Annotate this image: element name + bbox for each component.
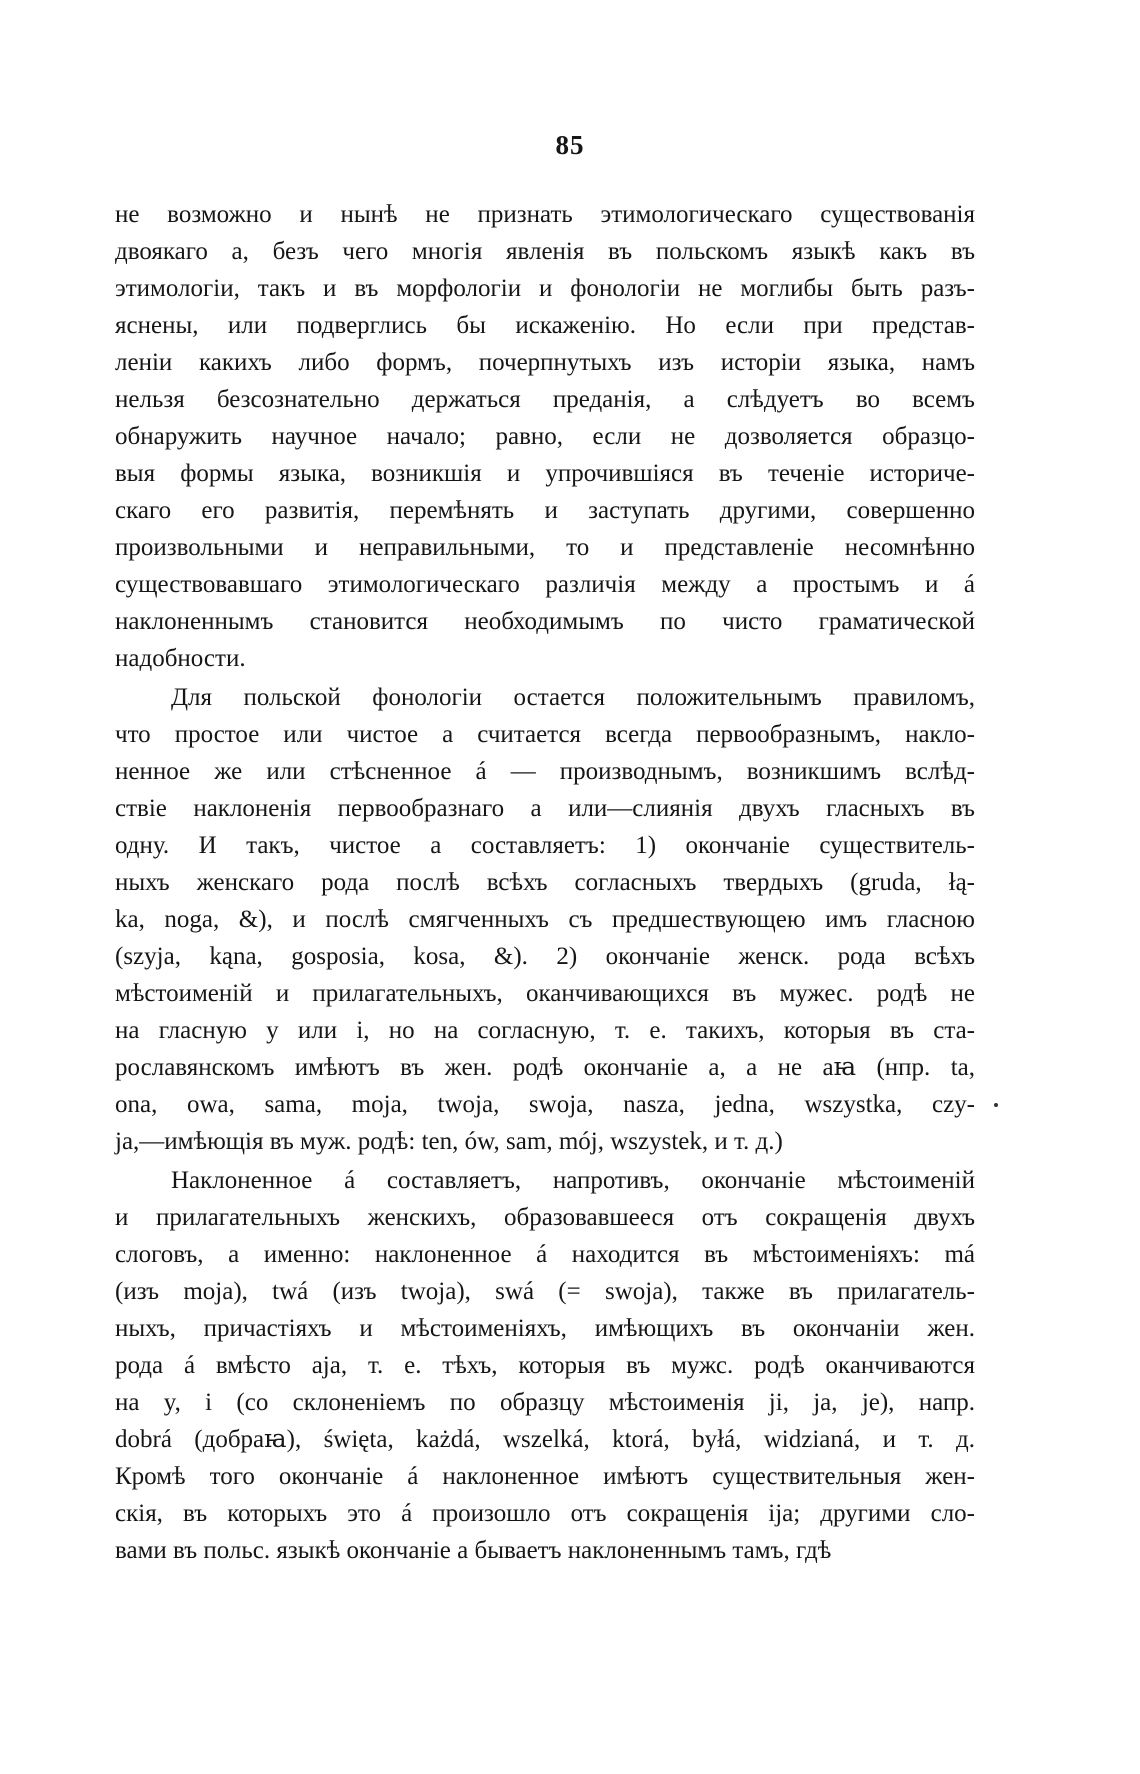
paragraph <box>115 1162 975 1569</box>
text-line: не возможно и нынѣ не признать этимологическаго существованія <box>115 201 975 228</box>
text-line: двоякаго a, безъ чего многія явленія въ польскомъ языкѣ какъ въ <box>115 238 975 265</box>
text-line: (изъ moja), twá (изъ twoja), swá (= swoja), также въ прилагатель- <box>115 1278 975 1305</box>
text-line: надобности. <box>115 645 246 672</box>
paragraph <box>115 196 975 677</box>
text-line: и прилагательныхъ женскихъ, образовавшееся отъ сокращенія двухъ <box>115 1204 975 1231</box>
text-line: на y, i (со склоненіемъ по образцу мѣстоименія ji, ja, je), напр. <box>115 1389 975 1416</box>
text-line: что простое или чистое a считается всегда первообразнымъ, накло- <box>115 721 975 748</box>
paragraph <box>115 679 975 1160</box>
text-line: скаго его развитія, перемѣнять и заступать другими, совершенно <box>115 497 975 524</box>
text-line: ныхъ женскаго рода послѣ всѣхъ согласныхъ твердыхъ (gruda, łą- <box>115 869 975 896</box>
text-line: произвольными и неправильными, то и представленіе несомнѣнно <box>115 534 975 561</box>
text-line: нельзя безсознательно держаться преданія, а слѣдуетъ во всемъ <box>115 386 975 413</box>
text-line: рода á вмѣсто aja, т. е. тѣхъ, которыя въ мужс. родѣ оканчиваются <box>115 1352 975 1379</box>
text-line: Наклоненное á составляетъ, напротивъ, окончаніе мѣстоименій <box>171 1167 975 1194</box>
text-line: на гласную y или i, но на согласную, т. е. такихъ, которыя въ ста- <box>115 1017 975 1044</box>
text-line: выя формы языка, возникшія и упрочившіяся въ теченіе историче- <box>115 460 975 487</box>
text-line: яснены, или подверглись бы искаженію. Но если при представ- <box>115 312 975 339</box>
text-line: рославянскомъ имѣютъ въ жен. родѣ окончаніе а, а не аꙗ (нпр. ta, <box>115 1054 975 1081</box>
text-line: ka, noga, &), и послѣ смягченныхъ съ предшествующею имъ гласною <box>115 906 975 933</box>
text-line: наклоненнымъ становится необходимымъ по чисто граматической <box>115 608 975 635</box>
text-line: леніи какихъ либо формъ, почерпнутыхъ изъ исторіи языка, намъ <box>115 349 975 376</box>
text-line: (szyja, kąna, gosposia, kosa, &). 2) окончаніе женск. рода всѣхъ <box>115 943 975 970</box>
text-line: скія, въ которыхъ это á произошло отъ сокращенія ija; другими сло- <box>115 1500 975 1527</box>
text-line: ныхъ, причастіяхъ и мѣстоименіяхъ, имѣющихъ въ окончаніи жен. <box>115 1315 975 1342</box>
text-line: вами въ польс. языкѣ окончаніе a бываетъ наклоненнымъ тамъ, гдѣ <box>115 1537 832 1564</box>
text-line: ненное же или стѣсненное á — производнымъ, возникшимъ вслѣд- <box>115 758 975 785</box>
print-speck <box>994 1103 998 1107</box>
text-line: обнаружить научное начало; равно, если не дозволяется образцо- <box>115 423 975 450</box>
text-line: существовавшаго этимологическаго различія между a простымъ и á <box>115 571 975 598</box>
page-number: 85 <box>555 130 585 160</box>
text-line: Кромѣ того окончаніе á наклоненное имѣютъ существительныя жен- <box>115 1463 975 1490</box>
text-line: dobrá (добраꙗ), święta, każdá, wszelká, ktorá, byłá, widzianá, и т. д. <box>115 1426 975 1453</box>
text-line: мѣстоименій и прилагательныхъ, оканчивающихся въ мужес. родѣ не <box>115 980 975 1007</box>
text-line: этимологіи, такъ и въ морфологіи и фонологіи не моглибы быть разъ- <box>115 275 975 302</box>
text-line: ja,—имѣющія въ муж. родѣ: ten, ów, sam, mój, wszystek, и т. д.) <box>115 1128 783 1155</box>
body-text <box>115 196 975 1569</box>
text-line: слоговъ, а именно: наклоненное á находится въ мѣстоименіяхъ: má <box>115 1241 975 1268</box>
text-line: ona, owa, sama, moja, twoja, swoja, nasza, jedna, wszystka, czy- <box>115 1091 975 1118</box>
text-line: одну. И такъ, чистое a составляетъ: 1) окончаніе существитель- <box>115 832 975 859</box>
text-line: ствіе наклоненія первообразнаго a или—слиянія двухъ гласныхъ въ <box>115 795 975 822</box>
text-line: Для польской фонологіи остается положительнымъ правиломъ, <box>171 684 975 711</box>
